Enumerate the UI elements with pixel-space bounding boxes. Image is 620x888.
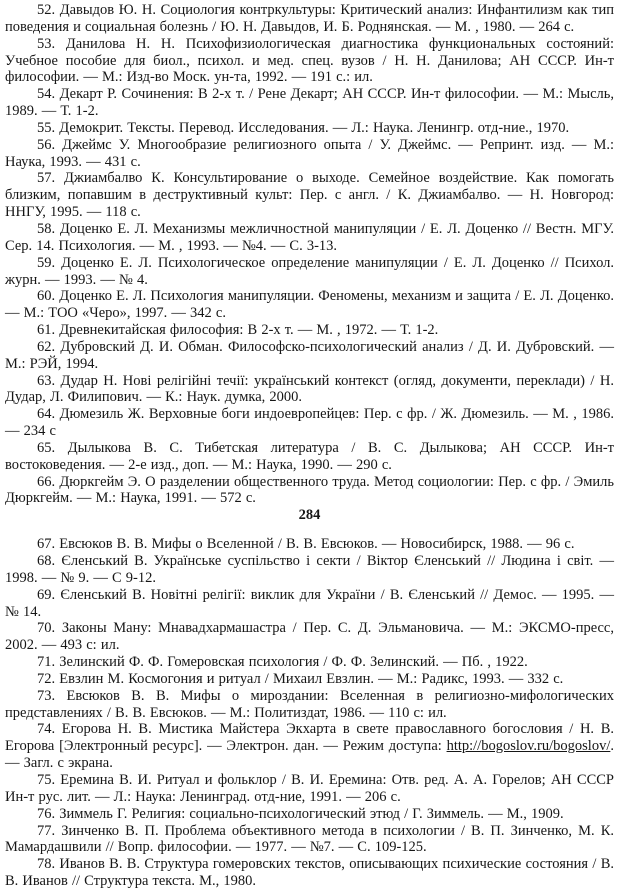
bibliography-entry: 55. Демокрит. Тексты. Перевод. Исследования. — Л.: Наука. Ленингр. отд-ние., 1970. bbox=[37, 119, 570, 136]
bibliography-entry: 77. Зинченко В. П. Проблема объективного метода в психологии / В. П. Зинченко, М. К. Мамардашвили // Вопр. философии. — 1977. — №7. — С. 109-125. bbox=[5, 822, 614, 856]
bibliography-entry: 73. Евсюков В. В. Мифы о мироздании: Вселенная в религиозно-мифологических представлениях / В. В. Евсюков. — М.: Политиздат, 1986. — 110 с: ил. bbox=[5, 687, 614, 721]
bibliography-entry: 75. Еремина В. И. Ритуал и фольклор / В. И. Еремина: Отв. ред. А. А. Горелов; АН СССР Ин-т рус. лит. — Л.: Наука: Ленинград. отд-ние, 1991. — 206 с. bbox=[5, 771, 614, 805]
bibliography-entry: 63. Дудар Н. Нові релігійні течії: український контекст (огляд, документи, переклади) / Н. Дудар, Л. Филипович. — К.: Наук. думка, 2000. bbox=[5, 372, 614, 406]
bibliography-entry: 53. Данилова Н. Н. Психофизиологическая диагностика функциональных состояний: Учебное пособие для биол., психол. и мед. спец. вузов / Н. Н. Данилова; АН СССР. Ин-т философии. — М.: Изд-во Моск. ун-та, 1992. — 191 с.: ил. bbox=[5, 35, 614, 86]
url-link[interactable]: http://bogoslov.ru/bogoslov/ bbox=[446, 738, 611, 755]
entry-text: . — Загл. с экрана. bbox=[5, 738, 614, 772]
bibliography-entry: 68. Єленський В. Українське суспільство і секти / Віктор Єленський // Людина і світ. — 1998. — № 9. — С 9-12. bbox=[5, 553, 614, 586]
bibliography-entry: 70. Законы Ману: Мнавадхармашастра / Пер. С. Д. Эльмановича. — М.: ЭКСМО-пресс, 2002. — 493 с: ил. bbox=[5, 620, 614, 654]
entry-text: 74. Егорова Н. В. Мистика Майстера Экхарта в свете православного богословия / Н. В. Егорова [Электронный ресурс]. — Электрон. дан. — Режим доступа: bbox=[5, 721, 614, 755]
bibliography-entry: 71. Зелинский Ф. Ф. Гомеровская психология / Ф. Ф. Зелинский. — Пб. , 1922. bbox=[37, 654, 528, 671]
bibliography-entry bbox=[5, 721, 614, 772]
bibliography-entry: 64. Дюмезиль Ж. Верховные боги индоевропейцев: Пер. с фр. / Ж. Дюмезиль. — М. , 1986. — 234 с bbox=[5, 406, 614, 440]
bibliography-entry: 60. Доценко Е. Л. Психология манипуляции. Феномены, механизм и защита / Е. Л. Доценко. — М.: ТОО «Черо», 1997. — 342 с. bbox=[5, 288, 614, 322]
bibliography-entry: 56. Джеймс У. Многообразие религиозного опыта / У. Джеймс. — Репринт. изд. — М.: Наука, 1993. — 431 с. bbox=[5, 136, 614, 170]
bibliography-entry: 52. Давыдов Ю. Н. Социология контркультуры: Критический анализ: Инфантилизм как тип поведения и социальная болезнь / Ю. Н. Давыдов, И. Б. Роднянская. — М. , 1980. — 264 с. bbox=[5, 2, 614, 35]
bibliography-entry: 61. Древнекитайская философия: В 2-х т. — М. , 1972. — Т. 1-2. bbox=[37, 322, 439, 339]
bibliography-entry: 65. Дылыкова В. С. Тибетская литература / В. С. Дылыкова; АН СССР. Ин-т востоковедения. — 2-е изд., доп. — М.: Наука, 1990. — 290 с. bbox=[5, 439, 614, 473]
bibliography-entry: 57. Джиамбалво К. Консультирование о выходе. Семейное воздействие. Как помогать близким, попавшим в деструктивный культ: Пер. с англ. / К. Джиамбалво. — Н. Новгород: ННГУ, 1995. — 118 с. bbox=[5, 170, 614, 221]
bibliography-entry: 76. Зиммель Г. Религия: социально-психологический этюд / Г. Зиммель. — М., 1909. bbox=[37, 805, 564, 822]
bibliography-entry: 69. Єленський В. Новітні релігії: виклик для України / В. Єленський // Демос. — 1995. — № 14. bbox=[5, 586, 614, 620]
bibliography-list bbox=[5, 2, 614, 507]
bibliography-entry: 62. Дубровский Д. И. Обман. Философско-психологический анализ / Д. И. Дубровский. — М.: РЭЙ, 1994. bbox=[5, 338, 614, 372]
bibliography-list-continued bbox=[5, 536, 614, 888]
bibliography-entry: 66. Дюркгейм Э. О разделении общественного труда. Метод социологии: Пер. с фр. / Эмиль Дюркгейм. — М.: Наука, 1991. — 572 с. bbox=[5, 473, 614, 507]
bibliography-entry: 58. Доценко Е. Л. Механизмы межличностной манипуляции / Е. Л. Доценко // Вестн. МГУ. Сер. 14. Психология. — М. , 1993. — №4. — С. 3-13. bbox=[5, 220, 614, 254]
bibliography-entry: 54. Декарт Р. Сочинения: В 2-х т. / Рене Декарт; АН СССР. Ин-т философии. — М.: Мысль, 1989. — Т. 1-2. bbox=[5, 86, 614, 120]
page-number: 284 bbox=[298, 507, 321, 524]
bibliography-entry: 59. Доценко Е. Л. Психологическое определение манипуляции / Е. Л. Доценко // Психол. журн. — 1993. — № 4. bbox=[5, 254, 614, 288]
bibliography-entry: 67. Евсюков В. В. Мифы о Вселенной / В. В. Евсюков. — Новосибирск, 1988. — 96 с. bbox=[37, 536, 575, 553]
bibliography-entry: 72. Евзлин М. Космогония и ритуал / Михаил Евзлин. — М.: Радикс, 1993. — 332 с. bbox=[37, 670, 564, 687]
bibliography-entry: 78. Иванов В. В. Структура гомеровских текстов, описывающих психические состояния / В. В. Иванов // Структура текста. М., 1980. bbox=[5, 856, 614, 888]
